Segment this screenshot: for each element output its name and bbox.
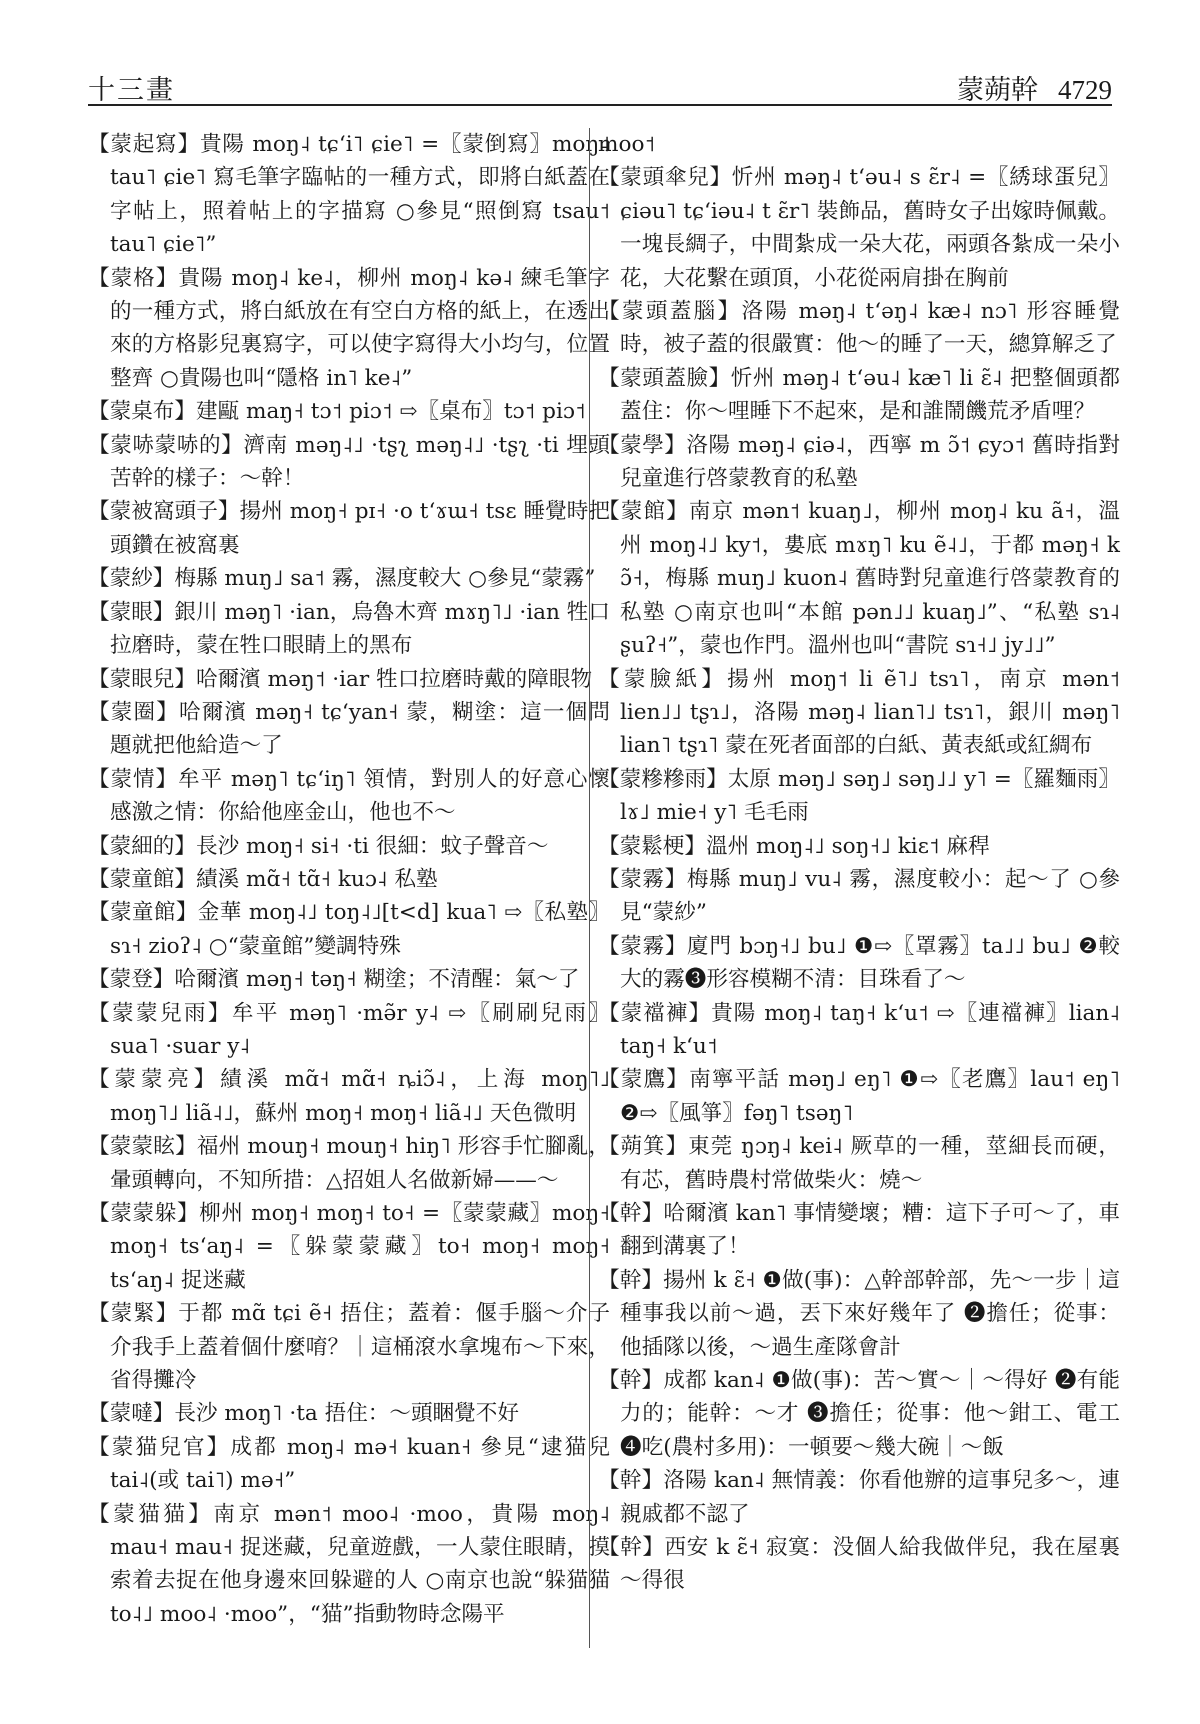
dictionary-entry: 【蒴箕】東莞 ŋɔŋ˨ kei˨ 厥草的一種，莖細長而硬，有芯，舊時農村常做柴火：燒～: [598, 1134, 1120, 1193]
dictionary-entry: 【蒙桌布】建甌 maŋ˧ tɔ˦ piɔ˦ ⇨〖桌布〗tɔ˦ piɔ˦: [88, 399, 586, 425]
dictionary-entry: 【幹】洛陽 kan˨ 無情義：你看他辦的這事兒多～，連親戚都不認了: [598, 1468, 1120, 1527]
dictionary-entry: 【蒙眼】銀川 məŋ˥ ·ian，烏魯木齊 mɤŋ˥˩ ·ian 牲口拉磨時，蒙在牲口眼睛上的黑布: [88, 599, 610, 659]
dictionary-entry: 【蒙被窩頭子】揚州 moŋ˧ pɪ˧ ·o tʻɤɯ˧ tsɛ 睡覺時把頭鑽在被窩裏: [88, 499, 610, 558]
right-column: [598, 128, 1120, 1598]
dictionary-entry: 【蒙頭蓋腦】洛陽 məŋ˨ tʻəŋ˨ kæ˨ nɔ˥ 形容睡覺時，被子蓋的很嚴實：他～的睡了一天，總算解乏了: [598, 299, 1120, 358]
dictionary-entry: 【蒙糝糝雨】太原 məŋ˩ səŋ˩ səŋ˩˩ y˥ =〖羅麵雨〗lɤ˩ mie˧ y˥ 毛毛雨: [598, 766, 1120, 826]
dictionary-entry: 【蒙鷹】南寧平話 məŋ˩ eŋ˥ ❶⇨〖老鷹〗lau˦ eŋ˥ ❷⇨〖風箏〗fəŋ˥ tsəŋ˥: [598, 1067, 1120, 1126]
dictionary-entry: 【蒙學】洛陽 məŋ˨ ɕiə˨，西寧 m ɔ̃˦ ɕyɔ˦ 舊時指對兒童進行啓蒙教育的私塾: [598, 432, 1120, 492]
dictionary-entry: 【蒙鬆梗】溫州 moŋ˨˩ soŋ˧˩ kiɛ˦ 麻稈: [598, 833, 990, 859]
running-head: [957, 68, 1112, 107]
dictionary-entry: 【蒙噠】長沙 moŋ˥ ·ta 捂住：～頭睏覺不好: [88, 1401, 519, 1427]
dictionary-entry: 【幹】成都 kan˨ ❶做(事)：苦～實～｜～得好 ❷有能力的；能幹：～才 ❸擔任；從事：他～鉗工、電工 ❹吃(農村多用)：一頓要～幾大碗｜～飯: [598, 1368, 1120, 1460]
dictionary-entry: 【蒙哧蒙哧的】濟南 məŋ˨˩ ·tʂʅ məŋ˨˩ ·tʂʅ ·ti 埋頭苦幹的樣子：～幹！: [88, 432, 610, 492]
dictionary-entry: 【蒙頭蓋臉】忻州 məŋ˨ tʻəu˨ kæ˥ li ɛ̃˨ 把整個頭都蓋住：你～哩睡下不起來，是和誰鬧饑荒矛盾哩？: [598, 365, 1120, 425]
dictionary-entry: 【蒙緊】于都 mɑ̃ tɕi ẽ˧ 捂住；蓋着：偃手腦～介子介我手上蓋着個什麼唷？｜這桶滾水拿塊布～下來，省得攤冷: [88, 1301, 610, 1394]
dictionary-entry: 【幹】哈爾濱 kan˥ 事情變壞；糟：這下子可～了，車翻到溝裏了！: [598, 1201, 1120, 1260]
dictionary-entry: 【幹】揚州 k ɛ̃˧ ❶做(事)：△幹部幹部，先～一步｜這種事我以前～過，丟下來好幾年了 ❷擔任；從事：他插隊以後，～過生產隊會計: [598, 1267, 1120, 1360]
dictionary-entry: 【蒙眼兒】哈爾濱 məŋ˦ ·iar 牲口拉磨時戴的障眼物: [88, 666, 593, 692]
page-header: [88, 64, 1112, 106]
dictionary-entry: 【蒙童館】績溪 mɑ̃˧ tɑ̃˧ kuɔ˨ 私塾: [88, 866, 438, 892]
dictionary-entry: 【蒙館】南京 mən˦ kuaŋ˩，柳州 moŋ˨ ku ã˧，溫州 moŋ˨˩ ky˦，婁底 mɤŋ˥ ku ẽ˨˩，于都 məŋ˧ k ɔ̃˧，梅縣 muŋ˩ kuon˨ 舊時對兒童進行啓蒙教育的私塾 ○南京也叫“本館 pən˩˩ kuaŋ˩”、“私塾 sɿ˨ ʂuʔ˧”，蒙也作門。溫州也叫“書院 sɿ˧˩ jy˩˩”: [598, 499, 1120, 659]
dictionary-entry: 【蒙蒙躲】柳州 moŋ˧ moŋ˧ to˧ =〖蒙蒙藏〗moŋ˧ moŋ˧ tsʻaŋ˨ =〖躲蒙蒙藏〗to˧ moŋ˧ moŋ˧ tsʻaŋ˨ 捉迷藏: [88, 1201, 610, 1293]
dictionary-entry: 【蒙臉紙】揚州 moŋ˦ li ẽ˥˩ tsɿ˥，南京 mən˦ lien˩˩ tʂɿ˩，洛陽 məŋ˨ lian˥˩ tsɿ˥，銀川 məŋ˥ lian˥ tʂɿ˥ 蒙在死者面部的白紙、黃表紙或紅綢布: [598, 666, 1120, 759]
left-column: [88, 128, 610, 1631]
section-title: 十三畫: [88, 75, 175, 106]
dictionary-entry: 【蒙頭傘兒】忻州 məŋ˨ tʻəu˨ s ɛ̃r˨ =〖綉球蛋兒〗ɕiəu˥ tɕʻiəu˨ t ɛ̃r˥ 裝飾品，舊時女子出嫁時佩戴。一塊長綢子，中間紮成一朵大花，兩頭各紮成一朵小花，大花繫在頭頂，小花從兩肩掛在胸前: [598, 165, 1120, 291]
dictionary-entry: 【蒙細的】長沙 moŋ˧ si˧ ·ti 很細：蚊子聲音～: [88, 833, 549, 859]
dictionary-entry: 【蒙起寫】貴陽 moŋ˨ tɕʻi˥ ɕie˥ =〖蒙倒寫〗moŋ˨ tau˥ ɕie˥ 寫毛筆字臨帖的一種方式，即將白紙蓋在字帖上，照着帖上的字描寫 ○參見“照倒寫 tsau˦ tau˥ ɕie˥”: [88, 132, 610, 258]
dictionary-entry-continued: moo˦: [598, 132, 656, 157]
dictionary-entry: 【蒙猫猫】南京 mən˦ moo˨ ·moo，貴陽 moŋ˨ mau˧ mau˧ 捉迷藏，兒童遊戲，一人蒙住眼睛，摸索着去捉在他身邊來回躲避的人 ○南京也說“躲猫猫 to˨˩ moo˨ ·moo”，“猫”指動物時念陽平: [88, 1501, 610, 1627]
dictionary-entry: 【蒙格】貴陽 moŋ˨ ke˨，柳州 moŋ˨ kə˨ 練毛筆字的一種方式，將白紙放在有空白方格的紙上，在透出來的方格影兒裏寫字，可以使字寫得大小均勻，位置整齊 ○貴陽也叫“隱格 in˥ ke˨”: [88, 265, 610, 391]
dictionary-entry: 【蒙童館】金華 moŋ˨˩ toŋ˨˩[t<d] kua˥ ⇨〖私塾〗sɿ˧ zioʔ˨ ○“蒙童館”變調特殊: [88, 900, 610, 959]
headword-range: 蒙蒴幹: [957, 75, 1038, 106]
page-number: 4729: [1058, 75, 1112, 105]
dictionary-entry: 【蒙霧】梅縣 muŋ˩ vu˨ 霧，濕度較小：起～了 ○參見“蒙紗”: [598, 866, 1120, 926]
dictionary-entry: 【蒙猫兒官】成都 moŋ˨ mə˧ kuan˧ 參見“逮猫兒 tai˨(或 tai˥) mə˧”: [88, 1434, 610, 1494]
dictionary-entry: 【蒙蒙眩】福州 mouŋ˧ mouŋ˧ hiŋ˥ 形容手忙腳亂，暈頭轉向，不知所措：△招姐人名做新婦——～: [88, 1134, 610, 1193]
dictionary-entry: 【蒙霧】廈門 bɔŋ˧˩ bu˩ ❶⇨〖罩霧〗ta˩˩ bu˩ ❷較大的霧❸形容模糊不清：目珠看了～: [598, 933, 1120, 993]
dictionary-entry: 【蒙蒙兒雨】牟平 məŋ˥ ·mə̃r y˨ ⇨〖刷刷兒雨〗suа˥ ·suar y˨: [88, 1000, 610, 1059]
column-divider: [589, 128, 590, 1648]
dictionary-entry: 【蒙蒙亮】績溪 mɑ̃˧ mɑ̃˧ ȵiɔ̃˨，上海 moŋ˥˩ moŋ˥˩ liã˨˩，蘇州 moŋ˧ moŋ˧ liã˨˩ 天色微明: [88, 1067, 610, 1126]
dictionary-entry: 【蒙登】哈爾濱 məŋ˧ təŋ˧ 糊塗；不清醒：氣～了: [88, 967, 580, 993]
dictionary-entry: 【蒙圈】哈爾濱 məŋ˧ tɕʻyan˧ 蒙，糊塗：這一個問題就把他給造～了: [88, 699, 610, 759]
dictionary-entry: 【蒙襠褲】貴陽 moŋ˨ taŋ˧ kʻu˦ ⇨〖連襠褲〗lian˨ taŋ˧ kʻu˦: [598, 1000, 1120, 1059]
dictionary-entry: 【蒙紗】梅縣 muŋ˩ sa˦ 霧，濕度較大 ○參見“蒙霧”: [88, 566, 596, 592]
dictionary-entry: 【幹】西安 k ɛ̃˧ 寂寞：没個人給我做伴兒，我在屋裏～得很: [598, 1535, 1120, 1594]
dictionary-entry: 【蒙情】牟平 məŋ˥ tɕʻiŋ˥ 領情，對別人的好意心懷感激之情：你給他座金山，他也不～: [88, 766, 610, 826]
